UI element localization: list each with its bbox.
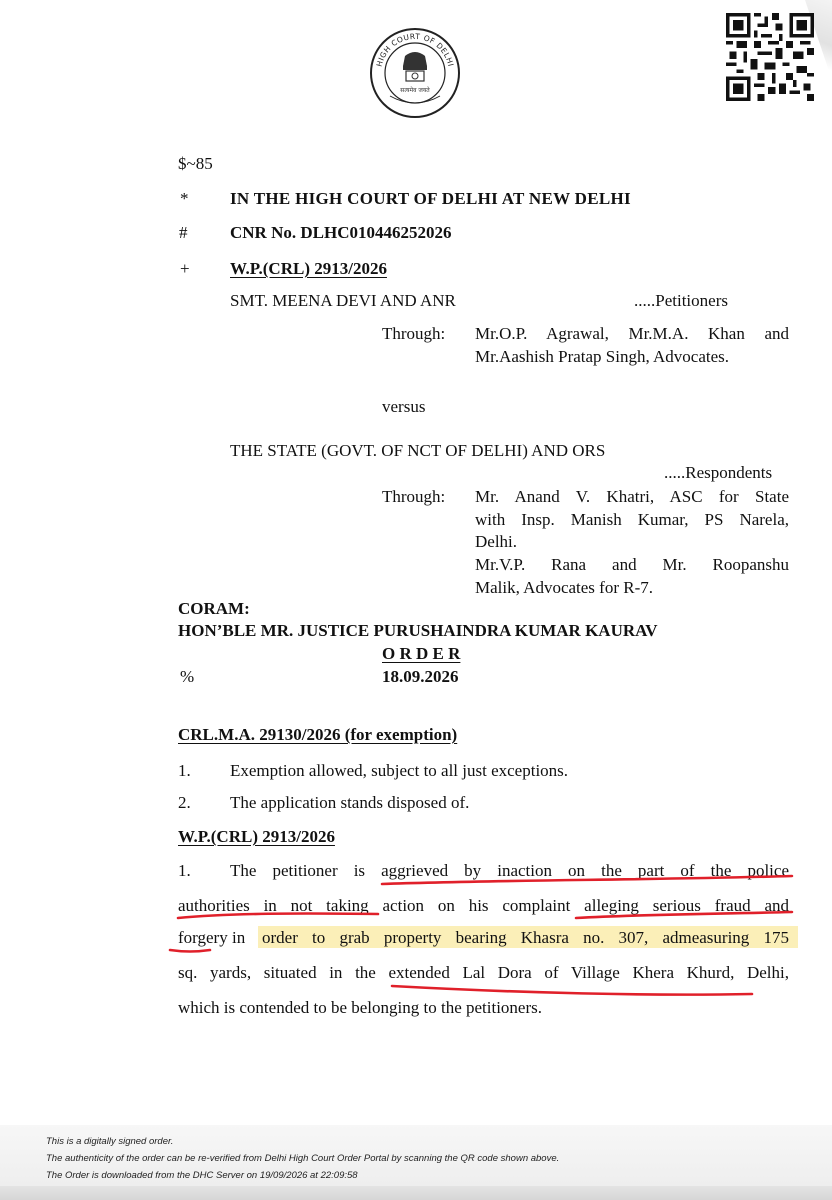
paragraph-number: 1.	[178, 861, 191, 880]
judge-name: HON’BLE MR. JUSTICE PURUSHAINDRA KUMAR KAURAV	[178, 621, 658, 640]
cnr-number: CNR No. DLHC010446252026	[230, 223, 452, 242]
petitioner-name: SMT. MEENA DEVI AND ANR	[230, 291, 456, 310]
item-number: 1.	[178, 761, 191, 780]
order-heading: O R D E R	[382, 644, 461, 663]
paragraph-line: which is contended to be belonging to the petitioners.	[178, 998, 543, 1017]
through-label: Through:	[382, 324, 446, 343]
petitioner-role: .....Petitioners	[634, 291, 728, 310]
paragraph-line: sq. yards, situated in the extended Lal Dora of Village Khera Khurd, Delhi,	[178, 963, 789, 982]
court-title: IN THE HIGH COURT OF DELHI AT NEW DELHI	[230, 189, 631, 208]
qr-code-icon	[726, 12, 814, 102]
petitioner-counsel-line: Mr.O.P. Agrawal, Mr.M.A. Khan and	[475, 324, 789, 343]
item-number: 2.	[178, 793, 191, 812]
hash-mark: #	[179, 223, 188, 242]
respondent-name: THE STATE (GOVT. OF NCT OF DELHI) AND ORS	[230, 441, 606, 460]
respondent-counsel-line: with Insp. Manish Kumar, PS Narela,	[475, 510, 789, 529]
star-mark: *	[180, 189, 189, 208]
versus: versus	[382, 397, 426, 416]
footer-line: The Order is downloaded from the DHC Server on 19/09/2026 at 22:09:58	[46, 1170, 358, 1181]
paragraph-line: authorities in not taking action on his complaint alleging serious fraud and	[178, 896, 789, 915]
respondent-counsel-line: Malik, Advocates for R-7.	[475, 578, 653, 597]
footer-line: This is a digitally signed order.	[46, 1136, 174, 1147]
emblem-motto: सत्यमेव जयते	[400, 87, 430, 94]
respondent-counsel-line: Mr.V.P. Rana and Mr. Roopanshu	[475, 555, 789, 574]
respondent-role: .....Respondents	[664, 463, 773, 482]
plus-mark: +	[180, 259, 190, 278]
through-label: Through:	[382, 487, 446, 506]
highlighted-text: order to grab property bearing Khasra no. 307, admeasuring 175	[262, 928, 789, 947]
respondent-counsel-line: Mr. Anand V. Khatri, ASC for State	[475, 487, 789, 506]
page-bottom-edge	[0, 1186, 832, 1200]
red-underline	[392, 986, 752, 995]
order-date: 18.09.2026	[382, 667, 459, 686]
footer-line: The authenticity of the order can be re-verified from Delhi High Court Order Portal by scanning the QR code shown above.	[46, 1153, 560, 1164]
section-heading: CRL.M.A. 29130/2026 (for exemption)	[178, 725, 458, 744]
red-underline	[170, 950, 210, 952]
list-mark: $~85	[178, 154, 213, 173]
petitioner-counsel-line: Mr.Aashish Pratap Singh, Advocates.	[475, 347, 730, 366]
emblem-text: HIGH COURT OF DELHI	[374, 31, 456, 68]
item-text: Exemption allowed, subject to all just exceptions.	[230, 761, 569, 780]
respondent-counsel-line: Delhi.	[475, 532, 518, 551]
section-heading: W.P.(CRL) 2913/2026	[178, 827, 335, 846]
paragraph-line: forgery in	[178, 928, 246, 947]
coram-label: CORAM:	[178, 599, 250, 618]
percent-mark: %	[180, 667, 195, 686]
item-text: The application stands disposed of.	[230, 793, 470, 812]
paragraph-line: The petitioner is aggrieved by inaction on the part of the police	[230, 861, 789, 880]
court-emblem-icon	[368, 26, 462, 120]
case-number: W.P.(CRL) 2913/2026	[230, 259, 387, 278]
